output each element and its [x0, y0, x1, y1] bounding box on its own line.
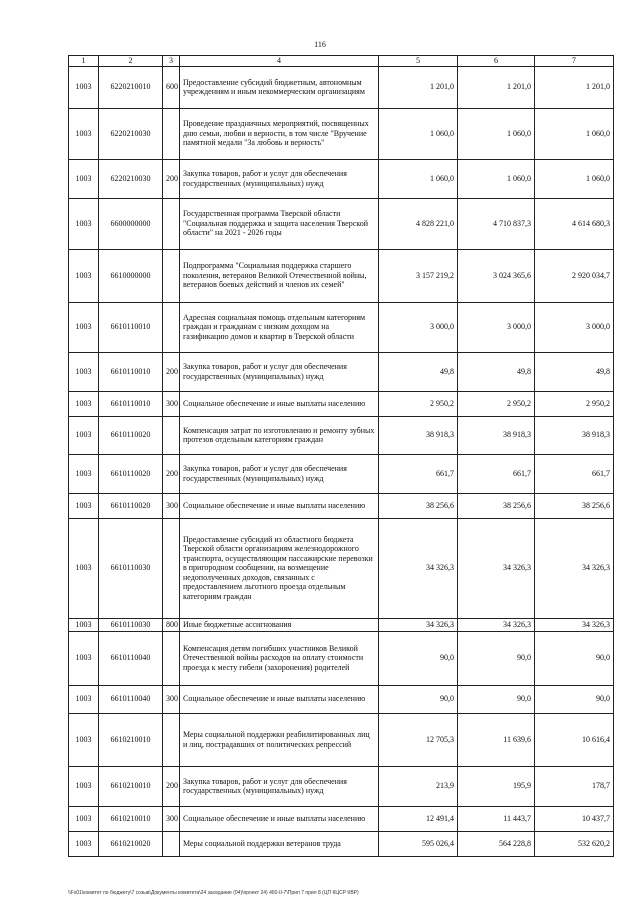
- amount-2025-cell: 11 443,7: [458, 806, 535, 831]
- amount-2026-cell: 661,7: [535, 454, 614, 493]
- amount-2024-cell: 661,7: [379, 454, 458, 493]
- table-row: [69, 416, 614, 454]
- table-body: [69, 66, 614, 856]
- description-cell: Иные бюджетные ассигнования: [180, 618, 379, 631]
- target-article-cell: 6220210030: [99, 108, 163, 159]
- amount-2024-cell: 1 060,0: [379, 159, 458, 198]
- section-code-cell: 1003: [69, 618, 99, 631]
- expense-type-cell: 600: [163, 66, 180, 108]
- expense-type-cell: 200: [163, 159, 180, 198]
- amount-2026-cell: 4 614 680,3: [535, 198, 614, 249]
- description-cell: Закупка товаров, работ и услуг для обеспечения государственных (муниципальных) нужд: [180, 454, 379, 493]
- section-code-cell: 1003: [69, 66, 99, 108]
- amount-2026-cell: 3 000,0: [535, 302, 614, 352]
- amount-2026-cell: 34 326,3: [535, 618, 614, 631]
- expense-type-cell: 800: [163, 618, 180, 631]
- target-article-cell: 6610210020: [99, 831, 163, 856]
- page-number: 116: [314, 40, 326, 49]
- table-row: [69, 618, 614, 631]
- amount-2026-cell: 90,0: [535, 631, 614, 685]
- header-cell: 4: [180, 56, 379, 67]
- section-code-cell: 1003: [69, 713, 99, 766]
- file-path-footer: \\Fs01\комитет по бюджету\7 созыв\Документы комитета\24 заседание (04)\проект 24) 460-II-7\Прил 7 прил 8 (ЦП КЦСР КВР): [68, 890, 359, 896]
- table-row: [69, 806, 614, 831]
- amount-2026-cell: 10 437,7: [535, 806, 614, 831]
- target-article-cell: 6610110030: [99, 618, 163, 631]
- amount-2025-cell: 90,0: [458, 631, 535, 685]
- amount-2025-cell: 3 000,0: [458, 302, 535, 352]
- amount-2025-cell: 661,7: [458, 454, 535, 493]
- section-code-cell: 1003: [69, 249, 99, 302]
- expense-type-cell: [163, 831, 180, 856]
- target-article-cell: 6600000000: [99, 198, 163, 249]
- expense-type-cell: [163, 416, 180, 454]
- section-code-cell: 1003: [69, 831, 99, 856]
- target-article-cell: 6220210030: [99, 159, 163, 198]
- description-cell: Меры социальной поддержки реабилитированных лиц и лиц, пострадавших от политических репрессий: [180, 713, 379, 766]
- table-row: [69, 631, 614, 685]
- target-article-cell: 6220210010: [99, 66, 163, 108]
- target-article-cell: 6610110010: [99, 352, 163, 391]
- description-cell: Социальное обеспечение и иные выплаты населению: [180, 391, 379, 416]
- table-row: [69, 159, 614, 198]
- section-code-cell: 1003: [69, 352, 99, 391]
- amount-2025-cell: 564 228,8: [458, 831, 535, 856]
- target-article-cell: 6610210010: [99, 713, 163, 766]
- table-row: [69, 352, 614, 391]
- expense-type-cell: 200: [163, 454, 180, 493]
- description-cell: Проведение праздничных мероприятий, посвященных дню семьи, любви и верности, в том числе "Вручение памятной медали "За любовь и верность": [180, 108, 379, 159]
- expense-type-cell: [163, 713, 180, 766]
- amount-2026-cell: 1 060,0: [535, 108, 614, 159]
- section-code-cell: 1003: [69, 806, 99, 831]
- amount-2026-cell: 1 201,0: [535, 66, 614, 108]
- amount-2026-cell: 90,0: [535, 685, 614, 713]
- section-code-cell: 1003: [69, 766, 99, 806]
- expense-type-cell: [163, 302, 180, 352]
- section-code-cell: 1003: [69, 159, 99, 198]
- target-article-cell: 6610110040: [99, 685, 163, 713]
- table-row: [69, 518, 614, 618]
- section-code-cell: 1003: [69, 391, 99, 416]
- amount-2024-cell: 1 060,0: [379, 108, 458, 159]
- expense-type-cell: 300: [163, 685, 180, 713]
- amount-2026-cell: 10 616,4: [535, 713, 614, 766]
- table-row: [69, 831, 614, 856]
- amount-2025-cell: 90,0: [458, 685, 535, 713]
- target-article-cell: 6610110020: [99, 416, 163, 454]
- table-row: [69, 493, 614, 518]
- section-code-cell: 1003: [69, 518, 99, 618]
- amount-2024-cell: 4 828 221,0: [379, 198, 458, 249]
- amount-2026-cell: 38 256,6: [535, 493, 614, 518]
- amount-2024-cell: 34 326,3: [379, 618, 458, 631]
- expense-type-cell: [163, 198, 180, 249]
- header-cell: 3: [163, 56, 180, 67]
- expense-type-cell: [163, 108, 180, 159]
- budget-table: [68, 55, 614, 857]
- expense-type-cell: 300: [163, 493, 180, 518]
- amount-2025-cell: 4 710 837,3: [458, 198, 535, 249]
- amount-2024-cell: 2 950,2: [379, 391, 458, 416]
- expense-type-cell: 300: [163, 391, 180, 416]
- section-code-cell: 1003: [69, 108, 99, 159]
- amount-2025-cell: 34 326,3: [458, 518, 535, 618]
- target-article-cell: 6610110020: [99, 493, 163, 518]
- amount-2024-cell: 12 491,4: [379, 806, 458, 831]
- section-code-cell: 1003: [69, 631, 99, 685]
- section-code-cell: 1003: [69, 685, 99, 713]
- description-cell: Государственная программа Тверской области "Социальная поддержка и защита населения Тверской области" на 2021 - 2026 годы: [180, 198, 379, 249]
- amount-2024-cell: 38 918,3: [379, 416, 458, 454]
- expense-type-cell: 200: [163, 352, 180, 391]
- amount-2024-cell: 595 026,4: [379, 831, 458, 856]
- target-article-cell: 6610110010: [99, 302, 163, 352]
- header-cell: 6: [458, 56, 535, 67]
- expense-type-cell: [163, 518, 180, 618]
- amount-2024-cell: 90,0: [379, 631, 458, 685]
- amount-2024-cell: 213,9: [379, 766, 458, 806]
- amount-2025-cell: 11 639,6: [458, 713, 535, 766]
- amount-2026-cell: 532 620,2: [535, 831, 614, 856]
- amount-2024-cell: 12 705,3: [379, 713, 458, 766]
- target-article-cell: 6610110020: [99, 454, 163, 493]
- amount-2025-cell: 38 918,3: [458, 416, 535, 454]
- amount-2024-cell: 1 201,0: [379, 66, 458, 108]
- target-article-cell: 6610110010: [99, 391, 163, 416]
- amount-2025-cell: 1 060,0: [458, 159, 535, 198]
- section-code-cell: 1003: [69, 416, 99, 454]
- description-cell: Компенсация затрат по изготовлению и ремонту зубных протезов отдельным категориям граждан: [180, 416, 379, 454]
- table-row: [69, 108, 614, 159]
- amount-2025-cell: 1 201,0: [458, 66, 535, 108]
- table-row: [69, 454, 614, 493]
- expense-type-cell: [163, 249, 180, 302]
- amount-2026-cell: 178,7: [535, 766, 614, 806]
- amount-2025-cell: 1 060,0: [458, 108, 535, 159]
- table-header-row: [69, 56, 614, 67]
- table-row: [69, 391, 614, 416]
- amount-2025-cell: 3 024 365,6: [458, 249, 535, 302]
- table-row: [69, 685, 614, 713]
- amount-2025-cell: 195,9: [458, 766, 535, 806]
- table-row: [69, 302, 614, 352]
- section-code-cell: 1003: [69, 302, 99, 352]
- target-article-cell: 6610110040: [99, 631, 163, 685]
- expense-type-cell: 300: [163, 806, 180, 831]
- description-cell: Компенсация детям погибших участников Великой Отечественной войны расходов на оплату стоимости проезда к месту гибели (захоронения) родителей: [180, 631, 379, 685]
- table-row: [69, 66, 614, 108]
- table-row: [69, 766, 614, 806]
- description-cell: Закупка товаров, работ и услуг для обеспечения государственных (муниципальных) нужд: [180, 159, 379, 198]
- amount-2026-cell: 38 918,3: [535, 416, 614, 454]
- description-cell: Предоставление субсидий из областного бюджета Тверской области организациям железнодорожного транспорта, осуществляющим пассажирские перевозки в пригородном сообщении, на возмещение недополученных доходов, связанных с предоставлением льготного проезда отдельным категориям граждан: [180, 518, 379, 618]
- header-cell: 7: [535, 56, 614, 67]
- amount-2025-cell: 38 256,6: [458, 493, 535, 518]
- amount-2024-cell: 49,8: [379, 352, 458, 391]
- amount-2026-cell: 49,8: [535, 352, 614, 391]
- target-article-cell: 6610210010: [99, 766, 163, 806]
- amount-2026-cell: 2 950,2: [535, 391, 614, 416]
- amount-2024-cell: 3 157 219,2: [379, 249, 458, 302]
- amount-2026-cell: 1 060,0: [535, 159, 614, 198]
- header-cell: 2: [99, 56, 163, 67]
- description-cell: Социальное обеспечение и иные выплаты населению: [180, 493, 379, 518]
- amount-2025-cell: 34 326,3: [458, 618, 535, 631]
- amount-2024-cell: 90,0: [379, 685, 458, 713]
- section-code-cell: 1003: [69, 493, 99, 518]
- expense-type-cell: [163, 631, 180, 685]
- section-code-cell: 1003: [69, 198, 99, 249]
- target-article-cell: 6610110030: [99, 518, 163, 618]
- section-code-cell: 1003: [69, 454, 99, 493]
- expense-type-cell: 200: [163, 766, 180, 806]
- description-cell: Адресная социальная помощь отдельным категориям граждан и гражданам с низким доходом на газификацию домов и квартир в Тверской области: [180, 302, 379, 352]
- description-cell: Социальное обеспечение и иные выплаты населению: [180, 806, 379, 831]
- amount-2024-cell: 38 256,6: [379, 493, 458, 518]
- amount-2025-cell: 49,8: [458, 352, 535, 391]
- table-row: [69, 713, 614, 766]
- target-article-cell: 6610000000: [99, 249, 163, 302]
- description-cell: Подпрограмма "Социальная поддержка старшего поколения, ветеранов Великой Отечественной войны, ветеранов боевых действий и членов их семей": [180, 249, 379, 302]
- description-cell: Социальное обеспечение и иные выплаты населению: [180, 685, 379, 713]
- table-row: [69, 249, 614, 302]
- amount-2026-cell: 34 326,3: [535, 518, 614, 618]
- table-row: [69, 198, 614, 249]
- description-cell: Предоставление субсидий бюджетным, автономным учреждениям и иным некоммерческим организациям: [180, 66, 379, 108]
- amount-2024-cell: 3 000,0: [379, 302, 458, 352]
- target-article-cell: 6610210010: [99, 806, 163, 831]
- description-cell: Закупка товаров, работ и услуг для обеспечения государственных (муниципальных) нужд: [180, 352, 379, 391]
- description-cell: Закупка товаров, работ и услуг для обеспечения государственных (муниципальных) нужд: [180, 766, 379, 806]
- amount-2025-cell: 2 950,2: [458, 391, 535, 416]
- header-cell: 1: [69, 56, 99, 67]
- amount-2024-cell: 34 326,3: [379, 518, 458, 618]
- amount-2026-cell: 2 920 034,7: [535, 249, 614, 302]
- header-cell: 5: [379, 56, 458, 67]
- description-cell: Меры социальной поддержки ветеранов труда: [180, 831, 379, 856]
